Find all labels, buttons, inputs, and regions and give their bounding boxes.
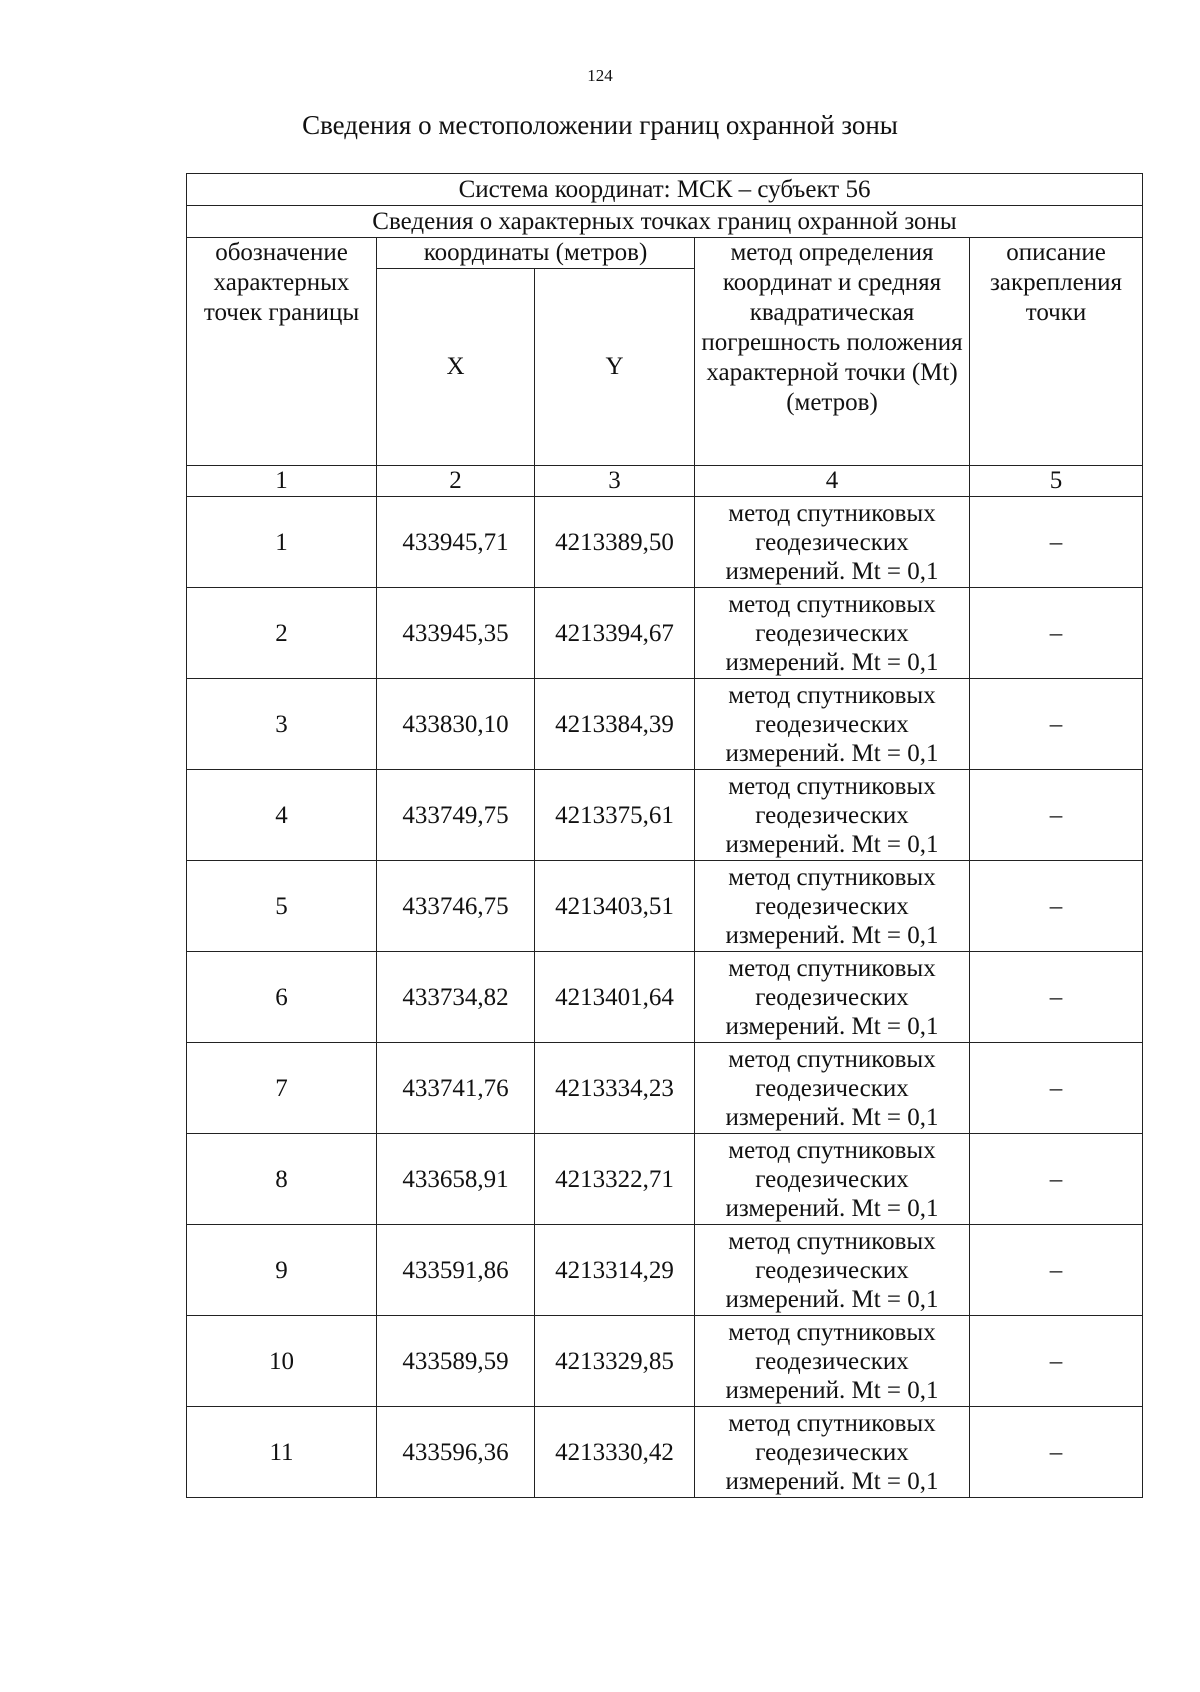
method-cell: метод спутниковых геодезических измерений. Mt = 0,1 — [695, 770, 970, 861]
column-number: 1 — [187, 466, 377, 497]
method-cell: метод спутниковых геодезических измерений. Mt = 0,1 — [695, 1043, 970, 1134]
document-title: Сведения о местоположении границ охранной зоны — [302, 110, 898, 140]
y-coordinate-cell: 4213314,29 — [535, 1225, 695, 1316]
description-cell: – — [970, 1225, 1143, 1316]
method-cell: метод спутниковых геодезических измерений. Mt = 0,1 — [695, 1134, 970, 1225]
point-number-cell: 2 — [187, 588, 377, 679]
header-coordinates: координаты (метров) — [377, 238, 695, 269]
y-coordinate-cell: 4213403,51 — [535, 861, 695, 952]
method-cell: метод спутниковых геодезических измерений. Mt = 0,1 — [695, 952, 970, 1043]
table-row — [187, 770, 1143, 861]
table-row — [187, 952, 1143, 1043]
method-cell: метод спутниковых геодезических измерений. Mt = 0,1 — [695, 497, 970, 588]
method-cell: метод спутниковых геодезических измерений. Mt = 0,1 — [695, 679, 970, 770]
y-coordinate-cell: 4213334,23 — [535, 1043, 695, 1134]
point-number-cell: 10 — [187, 1316, 377, 1407]
point-number-cell: 3 — [187, 679, 377, 770]
table-row — [187, 1134, 1143, 1225]
description-cell: – — [970, 1316, 1143, 1407]
column-number: 4 — [695, 466, 970, 497]
y-coordinate-cell: 4213329,85 — [535, 1316, 695, 1407]
y-coordinate-cell: 4213394,67 — [535, 588, 695, 679]
description-cell: – — [970, 952, 1143, 1043]
y-coordinate-cell: 4213389,50 — [535, 497, 695, 588]
point-number-cell: 9 — [187, 1225, 377, 1316]
method-cell: метод спутниковых геодезических измерений. Mt = 0,1 — [695, 1225, 970, 1316]
x-coordinate-cell: 433830,10 — [377, 679, 535, 770]
description-cell: – — [970, 497, 1143, 588]
column-numbers-row — [187, 466, 1143, 497]
description-cell: – — [970, 1134, 1143, 1225]
header-description: описание закрепления точки — [970, 238, 1143, 466]
method-cell: метод спутниковых геодезических измерений. Mt = 0,1 — [695, 861, 970, 952]
x-coordinate-cell: 433741,76 — [377, 1043, 535, 1134]
column-number: 2 — [377, 466, 535, 497]
coordinate-system-row: Система координат: МСК – субъект 56 — [187, 174, 1143, 206]
point-number-cell: 5 — [187, 861, 377, 952]
description-cell: – — [970, 679, 1143, 770]
header-y: Y — [535, 269, 695, 466]
y-coordinate-cell: 4213330,42 — [535, 1407, 695, 1498]
x-coordinate-cell: 433596,36 — [377, 1407, 535, 1498]
points-info-row: Сведения о характерных точках границ охранной зоны — [187, 206, 1143, 238]
point-number-cell: 7 — [187, 1043, 377, 1134]
column-number: 5 — [970, 466, 1143, 497]
description-cell: – — [970, 1407, 1143, 1498]
description-cell: – — [970, 588, 1143, 679]
method-cell: метод спутниковых геодезических измерений. Mt = 0,1 — [695, 588, 970, 679]
y-coordinate-cell: 4213384,39 — [535, 679, 695, 770]
table-row — [187, 1407, 1143, 1498]
header-method: метод определения координат и средняя квадратическая погрешность положения характерной точки (Mt) (метров) — [695, 238, 970, 466]
table-row — [187, 679, 1143, 770]
point-number-cell: 11 — [187, 1407, 377, 1498]
x-coordinate-cell: 433945,35 — [377, 588, 535, 679]
table-row — [187, 1316, 1143, 1407]
page-number: 124 — [587, 66, 613, 85]
point-number-cell: 4 — [187, 770, 377, 861]
y-coordinate-cell: 4213401,64 — [535, 952, 695, 1043]
x-coordinate-cell: 433658,91 — [377, 1134, 535, 1225]
x-coordinate-cell: 433945,71 — [377, 497, 535, 588]
description-cell: – — [970, 861, 1143, 952]
table-row — [187, 861, 1143, 952]
boundary-points-table — [186, 173, 1143, 1498]
table-row — [187, 1043, 1143, 1134]
x-coordinate-cell: 433591,86 — [377, 1225, 535, 1316]
x-coordinate-cell: 433734,82 — [377, 952, 535, 1043]
method-cell: метод спутниковых геодезических измерений. Mt = 0,1 — [695, 1407, 970, 1498]
x-coordinate-cell: 433749,75 — [377, 770, 535, 861]
description-cell: – — [970, 1043, 1143, 1134]
point-number-cell: 6 — [187, 952, 377, 1043]
table-row — [187, 588, 1143, 679]
table-row — [187, 1225, 1143, 1316]
point-number-cell: 8 — [187, 1134, 377, 1225]
y-coordinate-cell: 4213375,61 — [535, 770, 695, 861]
point-number-cell: 1 — [187, 497, 377, 588]
x-coordinate-cell: 433589,59 — [377, 1316, 535, 1407]
y-coordinate-cell: 4213322,71 — [535, 1134, 695, 1225]
table-row — [187, 497, 1143, 588]
header-x: X — [377, 269, 535, 466]
description-cell: – — [970, 770, 1143, 861]
header-designation: обозначение характерных точек границы — [187, 238, 377, 466]
column-number: 3 — [535, 466, 695, 497]
method-cell: метод спутниковых геодезических измерений. Mt = 0,1 — [695, 1316, 970, 1407]
x-coordinate-cell: 433746,75 — [377, 861, 535, 952]
